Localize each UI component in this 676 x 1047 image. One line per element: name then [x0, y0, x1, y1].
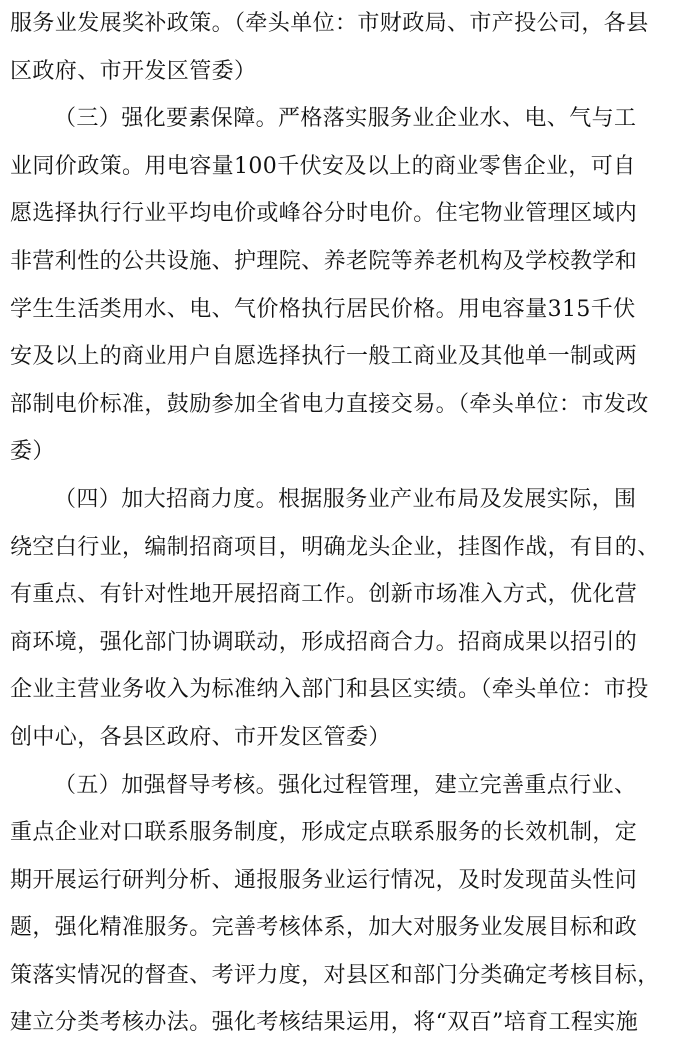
text-line-9: 部制电价标准，鼓励参加全省电力直接交易。（牵头单位：市发改 [10, 391, 649, 417]
section-5-heading-line: （五）加强督导考核。强化过程管理，建立完善重点行业、 [54, 772, 637, 798]
text-line-2: 区政府、市开发区管委） [10, 58, 257, 84]
text-line-19: 期开展运行研判分析、通报服务业运行情况，及时发现苗头性问 [10, 867, 638, 893]
text-line-14: 商环境，强化部门协调联动，形成招商合力。招商成果以招引的 [10, 629, 638, 655]
text-line-21: 策落实情况的督查、考评力度，对县区和部门分类确定考核目标， [10, 962, 660, 988]
text-line-12: 绕空白行业，编制招商项目，明确龙头企业，挂图作战，有目的、 [10, 534, 660, 560]
section-3-heading-line: （三）强化要素保障。严格落实服务业企业水、电、气与工 [54, 106, 637, 132]
text-line-6: 非营利性的公共设施、护理院、养老院等养老机构及学校教学和 [10, 248, 638, 274]
text-line-8: 安及以上的商业用户自愿选择执行一般工商业及其他单一制或两 [10, 344, 638, 370]
text-line-18: 重点企业对口联系服务制度，形成定点联系服务的长效机制，定 [10, 820, 638, 846]
text-line-5: 愿选择执行行业平均电价或峰谷分时电价。住宅物业管理区域内 [10, 201, 638, 227]
text-line-4: 业同价政策。用电容量100千伏安及以上的商业零售企业，可自 [10, 153, 636, 179]
text-line-15: 企业主营业务收入为标准纳入部门和县区实绩。（牵头单位：市投 [10, 677, 649, 703]
text-line-10: 委） [10, 439, 55, 465]
text-line-20: 题，强化精准服务。完善考核体系，加大对服务业发展目标和政 [10, 915, 638, 941]
text-line-1: 服务业发展奖补政策。（牵头单位：市财政局、市产投公司，各县 [10, 11, 649, 36]
section-4-heading-line: （四）加大招商力度。根据服务业产业布局及发展实际，围 [54, 486, 637, 512]
document-page [10, 0, 670, 1047]
text-line-7: 学生生活类用水、电、气价格执行居民价格。用电容量315千伏 [10, 296, 636, 322]
text-line-13: 有重点、有针对性地开展招商工作。创新市场准入方式，优化营 [10, 582, 638, 608]
text-line-16: 创中心，各县区政府、市开发区管委） [10, 724, 391, 750]
text-line-22: 建立分类考核办法。强化考核结果运用，将“双百”培育工程实施 [10, 1010, 639, 1036]
